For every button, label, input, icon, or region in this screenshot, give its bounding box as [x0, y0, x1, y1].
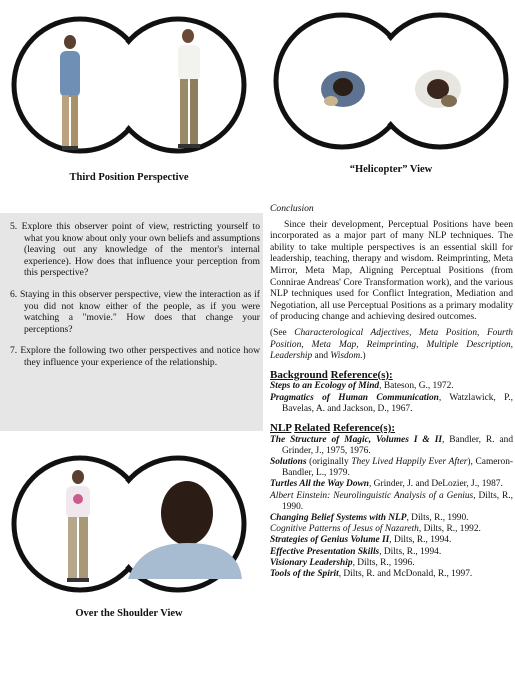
nlp-heading: NLP Related Reference(s): — [270, 421, 396, 434]
over-shoulder-figure — [10, 451, 248, 601]
step-5: 5. Explore this observer point of view, restricting yourself to what you know about only your own beliefs and assumptions (leaving out any knowledge of the mentor's internal experience). How does that influence your perception from this perspective? — [10, 221, 260, 279]
third-position-figure — [10, 13, 248, 163]
conclusion-heading: Conclusion — [270, 203, 314, 214]
step-7: 7. Explore the following two other perspectives and notice how they influence your experience of the relationship. — [10, 345, 260, 368]
third-position-caption: Third Position Perspective — [69, 172, 189, 183]
over-shoulder-caption: Over the Shoulder View — [75, 608, 183, 619]
nlp-ref: Solutions (originally They Lived Happily Ever After), Cameron-Bandler, L., 1979. — [270, 456, 514, 479]
background-ref: Steps to an Ecology of Mind, Bateson, G., 1972. — [270, 381, 454, 392]
nlp-ref: Effective Presentation Skills, Dilts, R., 1994. — [270, 546, 442, 557]
nlp-ref: Changing Belief Systems with NLP, Dilts, R., 1990. — [270, 512, 469, 523]
step-6: 6. Staying in this observer perspective, view the interaction as if you did not know either of the people, as if you were watching a "movie." How does that change your perceptions? — [10, 288, 260, 335]
nlp-ref: Turtles All the Way Down, Grinder, J. and DeLozier, J., 1987. — [270, 479, 503, 490]
nlp-ref: Cognitive Patterns of Jesus of Nazareth, Dilts, R., 1992. — [270, 524, 481, 535]
helicopter-view-caption: “Helicopter” View — [349, 164, 433, 175]
nlp-ref: Tools of the Spirit, Dilts, R. and McDonald, R., 1997. — [270, 568, 473, 579]
helicopter-view-figure — [273, 9, 509, 157]
background-heading: Background Reference(s): — [270, 368, 393, 381]
person-top-right-figure — [415, 70, 461, 108]
nlp-ref: The Structure of Magic, Volumes I & II, Bandler, R. and Grinder, J., 1975, 1976. — [270, 434, 514, 456]
conclusion-body: Since their development, Perceptual Positions have been incorporated as a major part of many NLP techniques. The ability to take multiple perspectives is an essential skill for leadership, teaching, therapy and wisdom. Reimprinting, Meta Mirror, Meta Map, Aligning Perceptual Positions (from Connirae Andreas' Core Transformation work), and the various NLP techniques used for Conflict Integration, Mediation and Negotiation, all use Perceptual Positions as a primary modality of producing change and achieving desired outcomes. — [270, 218, 513, 323]
right-column — [270, 203, 513, 580]
nlp-ref: Strategies of Genius Volume II, Dilts, R., 1994. — [270, 535, 452, 546]
person-top-left-figure — [321, 71, 365, 107]
background-ref: Pragmatics of Human Communication, Watzlawick, P., Bavelas, A. and Jackson, D., 1967. — [270, 392, 513, 414]
nlp-ref: Visionary Leadership, Dilts, R., 1996. — [270, 557, 415, 568]
instruction-steps — [10, 221, 260, 379]
nlp-ref: Albert Einstein: Neurolinguistic Analysis of a Genius, Dilts, R., 1990. — [270, 490, 513, 512]
see-also: (See Characterological Adjectives, Meta Position, Fourth Position, Meta Map, Reimprinting, Multiple Description, Leadership and Wisdom.) — [270, 327, 513, 362]
